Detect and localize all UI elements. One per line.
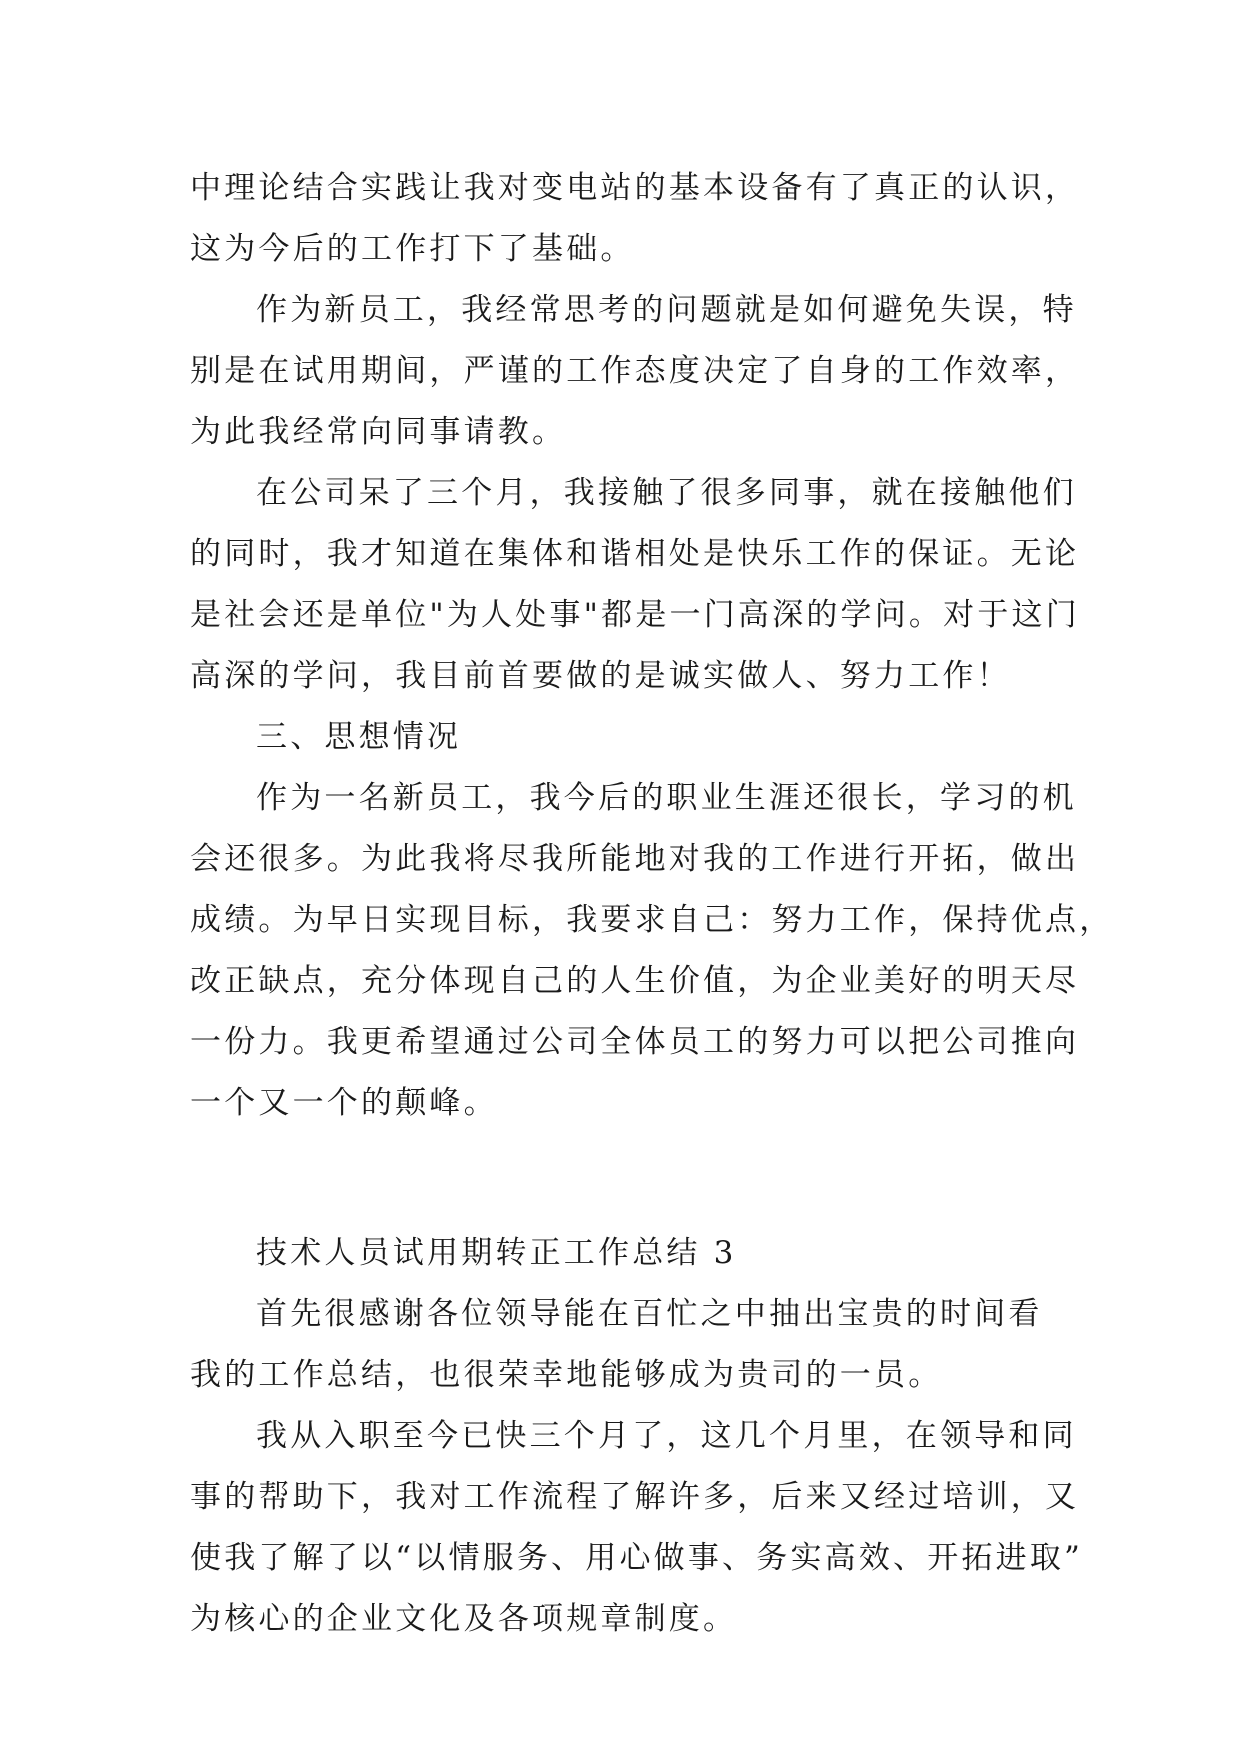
text-line: 这为今后的工作打下了基础。 xyxy=(190,231,635,267)
text-line: 作为新员工，我经常思考的问题就是如何避免失误，特 xyxy=(256,292,1077,328)
text-line: 首先很感谢各位领导能在百忙之中抽出宝贵的时间看 xyxy=(256,1296,1043,1332)
paragraph xyxy=(190,158,1080,280)
paragraph xyxy=(190,463,1080,707)
text-line: 为此我经常向同事请教。 xyxy=(190,414,567,450)
text-line: 是社会还是单位"为人处事"都是一门高深的学问。对于这门 xyxy=(190,597,1080,633)
text-line: 事的帮助下，我对工作流程了解许多，后来又经过培训，又 xyxy=(190,1479,1080,1515)
text-line: 别是在试用期间，严谨的工作态度决定了自身的工作效率， xyxy=(190,353,1080,389)
text-line: 三、思想情况 xyxy=(256,719,462,755)
paragraph xyxy=(190,280,1080,463)
text-line: 在公司呆了三个月，我接触了很多同事，就在接触他们 xyxy=(256,475,1077,511)
text-line: 会还很多。为此我将尽我所能地对我的工作进行开拓，做出 xyxy=(190,841,1080,877)
text-line: 高深的学问，我目前首要做的是诚实做人、努力工作！ xyxy=(190,658,1011,694)
document-body xyxy=(190,158,1114,1650)
text-line: 改正缺点，充分体现自己的人生价值，为企业美好的明天尽 xyxy=(190,963,1080,999)
text-line: 的同时，我才知道在集体和谐相处是快乐工作的保证。无论 xyxy=(190,536,1080,572)
paragraph xyxy=(190,768,1114,1134)
section-spacer xyxy=(190,1134,1052,1223)
text-line: 一份力。我更希望通过公司全体员工的努力可以把公司推向 xyxy=(190,1024,1080,1060)
text-line: 作为一名新员工，我今后的职业生涯还很长，学习的机 xyxy=(256,780,1077,816)
text-line: 我从入职至今已快三个月了，这几个月里，在领导和同 xyxy=(256,1418,1077,1454)
paragraph xyxy=(190,1284,1052,1406)
paragraph xyxy=(190,1406,1084,1650)
text-line: 中理论结合实践让我对变电站的基本设备有了真正的认识， xyxy=(190,170,1080,206)
text-line: 成绩。为早日实现目标，我要求自己：努力工作，保持优点， xyxy=(190,902,1114,938)
document-title xyxy=(190,1223,1052,1284)
text-line: 我的工作总结，也很荣幸地能够成为贵司的一员。 xyxy=(190,1357,943,1393)
text-line: 技术人员试用期转正工作总结 3 xyxy=(256,1235,737,1271)
text-line: 使我了解了以“以情服务、用心做事、务实高效、开拓进取” xyxy=(190,1540,1084,1576)
text-line: 一个又一个的颠峰。 xyxy=(190,1085,498,1121)
text-line: 为核心的企业文化及各项规章制度。 xyxy=(190,1601,738,1637)
section-heading xyxy=(190,707,1052,768)
